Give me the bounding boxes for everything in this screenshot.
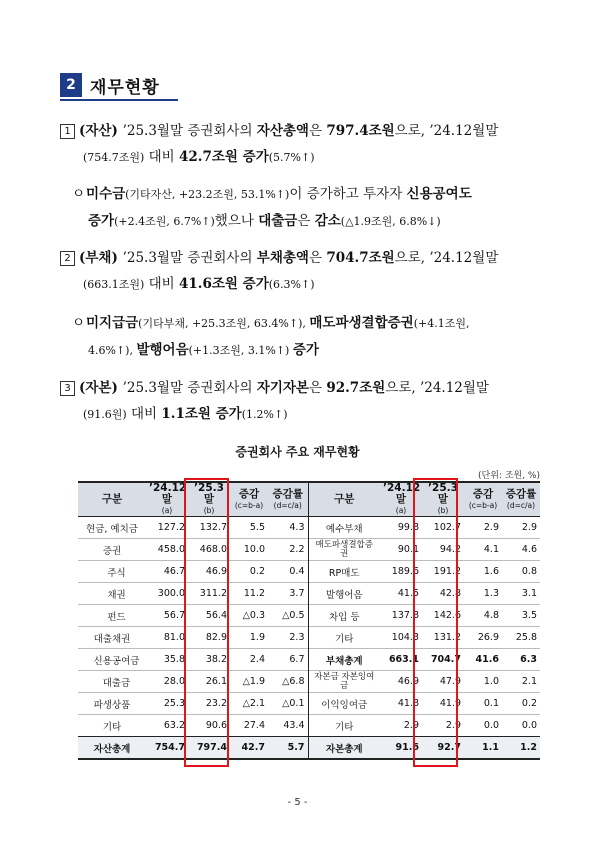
page-number: - 5 - (287, 797, 308, 808)
liab-curr: 94.2 (422, 539, 464, 561)
para-text: ’25.3월말 증권회사의 (122, 250, 257, 266)
total-asset-prev: 754.7 (146, 737, 188, 760)
para-prev-value: (754.7조원) (83, 151, 145, 164)
section-title: 재무현황 (90, 77, 160, 98)
asset-change: 10.0 (230, 539, 268, 561)
asset-prev: 56.7 (146, 605, 188, 627)
asset-curr: 56.4 (188, 605, 230, 627)
bullet-detail: (기타부채, +25.3조원, 63.4%↑), (138, 317, 310, 330)
para-label: (자산) (79, 123, 123, 139)
para-rate: (1.2%↑) (241, 408, 288, 421)
liab-prev: 2.9 (380, 715, 422, 737)
asset-item: 채권 (78, 583, 146, 605)
asset-prev: 127.2 (146, 517, 188, 539)
asset-rate: 0.4 (268, 561, 308, 583)
liab-prev: 99.8 (380, 517, 422, 539)
total-liab-prev: 91.6 (380, 737, 422, 760)
liab-rate: 3.5 (502, 605, 540, 627)
liab-prev: 137.8 (380, 605, 422, 627)
bullet-keyword: 증가 (88, 213, 115, 229)
total-asset-item: 자산총계 (78, 737, 146, 760)
table-title: 증권회사 주요 재무현황 (235, 445, 360, 459)
asset-item: 증권 (78, 539, 146, 561)
asset-curr: 38.2 (188, 649, 230, 671)
asset-rate: △0.5 (268, 605, 308, 627)
header-change (230, 482, 268, 517)
header-label: ’25.3말 (428, 482, 458, 505)
header-label: ’24.12말 (149, 482, 187, 505)
bullet-keyword: 미수금 (86, 186, 126, 202)
liab-rate: 2.9 (502, 517, 540, 539)
bullet-text: 했으나 (214, 213, 259, 229)
header-change (464, 482, 502, 517)
liab-rate: 3.1 (502, 583, 540, 605)
para-text: ’25.3월말 증권회사의 (122, 380, 257, 396)
liab-curr: 102.7 (422, 517, 464, 539)
para-change: 41.6조원 증가 (179, 276, 269, 292)
liab-change: 26.9 (464, 627, 502, 649)
para-text: 은 (308, 250, 327, 266)
bullet-detail: (기타자산, +23.2조원, 53.1%↑) (125, 188, 290, 201)
liab-change: 1.0 (464, 671, 502, 693)
asset-prev: 25.3 (146, 693, 188, 715)
header-label: 증감률 (272, 487, 303, 500)
para-text: 으로, ’24.12월말 (394, 250, 499, 266)
para-text: ’25.3월말 증권회사의 (122, 123, 257, 139)
item-marker: 1 (60, 124, 75, 139)
bullet-detail: (+1.3조원, 3.1%↑) (188, 344, 293, 357)
table-row (78, 671, 540, 693)
para-keyword: 자기자본 (256, 380, 309, 396)
bullet-detail: (+2.4조원, 6.7%↑) (114, 215, 215, 228)
para-text: 으로, ’24.12월말 (385, 380, 489, 396)
header-sub: (c=b-a) (468, 500, 498, 510)
liab-rate: 25.8 (502, 627, 540, 649)
bullet-marker: ㅇ (72, 186, 86, 202)
asset-item: 펀드 (78, 605, 146, 627)
liab-rate: 6.3 (502, 649, 540, 671)
header-sub: (a) (395, 506, 407, 515)
header-category: 구분 (78, 482, 146, 517)
asset-rate: 2.3 (268, 627, 308, 649)
asset-curr: 90.6 (188, 715, 230, 737)
asset-curr: 82.9 (188, 627, 230, 649)
asset-item: 파생상품 (78, 693, 146, 715)
liab-curr: 41.9 (422, 693, 464, 715)
paragraph-assets (60, 118, 550, 171)
bullet-keyword: 대출금 (258, 213, 298, 229)
header-label: ’25.3말 (194, 482, 224, 505)
asset-curr: 46.9 (188, 561, 230, 583)
asset-rate: △0.1 (268, 693, 308, 715)
para-prev-value: (91.6원) (83, 408, 127, 421)
liab-change: 41.6 (464, 649, 502, 671)
total-asset-change: 42.7 (230, 737, 268, 760)
bullet-keyword: 증가 (292, 342, 319, 358)
asset-prev: 63.2 (146, 715, 188, 737)
para-keyword: 부채총액 (256, 250, 309, 266)
asset-item: 신용공여금 (78, 649, 146, 671)
asset-item: 대출금 (78, 671, 146, 693)
liab-change: 4.8 (464, 605, 502, 627)
liab-change: 4.1 (464, 539, 502, 561)
asset-prev: 28.0 (146, 671, 188, 693)
asset-rate: 43.4 (268, 715, 308, 737)
liab-rate: 4.6 (502, 539, 540, 561)
para-text: 으로, ’24.12월말 (394, 123, 499, 139)
table-row (78, 561, 540, 583)
liab-item: RP매도 (308, 561, 380, 583)
asset-curr: 23.2 (188, 693, 230, 715)
liab-curr: 191.2 (422, 561, 464, 583)
para-text: 대비 (144, 276, 179, 292)
asset-item: 대출채권 (78, 627, 146, 649)
liab-item: 매도파생결합증권 (308, 539, 380, 561)
para-label: (자본) (79, 380, 123, 396)
asset-item: 기타 (78, 715, 146, 737)
header-label: 증감 (238, 487, 260, 500)
section-underline (60, 99, 178, 101)
bullet-keyword: 감소 (314, 213, 341, 229)
financial-table (78, 481, 540, 760)
total-liab-change: 1.1 (464, 737, 502, 760)
liab-item: 부채총계 (308, 649, 380, 671)
table-body (78, 517, 540, 760)
liab-change: 0.0 (464, 715, 502, 737)
table-row (78, 605, 540, 627)
liab-item: 기타 (308, 715, 380, 737)
bullet-keyword: 매도파생결합증권 (309, 315, 414, 331)
liab-prev: 104.3 (380, 627, 422, 649)
bullet-keyword: 발행어음 (136, 342, 189, 358)
liab-prev: 41.8 (380, 693, 422, 715)
para-text: 은 (308, 123, 327, 139)
asset-prev: 35.8 (146, 649, 188, 671)
header-sub: (b) (203, 506, 215, 515)
liab-prev: 41.5 (380, 583, 422, 605)
asset-rate: 4.3 (268, 517, 308, 539)
table-total-row (78, 737, 540, 760)
asset-change: 0.2 (230, 561, 268, 583)
para-keyword: 자산총액 (256, 123, 309, 139)
bullet-detail: (△1.9조원, 6.8%↓) (340, 215, 441, 228)
liab-rate: 0.0 (502, 715, 540, 737)
para-change: 42.7조원 증가 (179, 149, 269, 165)
bullet-assets-detail (72, 181, 550, 235)
header-rate (502, 482, 540, 517)
para-value: 92.7조원 (326, 380, 386, 396)
asset-prev: 81.0 (146, 627, 188, 649)
header-label: ’24.12말 (383, 482, 421, 505)
asset-rate: 2.2 (268, 539, 308, 561)
asset-change: △2.1 (230, 693, 268, 715)
paragraph-liabilities (60, 245, 550, 298)
highlight-box-liabilities-current (413, 478, 458, 767)
total-liab-curr: 92.7 (422, 737, 464, 760)
liab-item: 발행어음 (308, 583, 380, 605)
total-liab-item: 자본총계 (308, 737, 380, 760)
para-rate: (5.7%↑) (268, 151, 315, 164)
bullet-text: 이 증가하고 투자자 (289, 186, 407, 202)
section-header (60, 70, 160, 100)
table-header-row (78, 482, 540, 517)
total-asset-curr: 797.4 (188, 737, 230, 760)
liab-prev: 189.6 (380, 561, 422, 583)
liab-change: 1.6 (464, 561, 502, 583)
section-number: 2 (60, 73, 82, 97)
table-row (78, 627, 540, 649)
header-sub: (a) (161, 506, 173, 515)
table-row (78, 715, 540, 737)
liab-item: 기타 (308, 627, 380, 649)
bullet-detail: (+4.1조원, (413, 317, 470, 330)
liab-curr: 42.8 (422, 583, 464, 605)
header-sub: (d=c/a) (506, 500, 536, 510)
liab-change: 0.1 (464, 693, 502, 715)
liab-curr: 2.9 (422, 715, 464, 737)
para-change: 1.1조원 증가 (161, 406, 242, 422)
liab-item: 자본금 자본잉여금 (308, 671, 380, 693)
para-label: (부채) (79, 250, 123, 266)
asset-change: 5.5 (230, 517, 268, 539)
header-label: 증감률 (505, 487, 537, 500)
para-text: 대비 (126, 406, 162, 422)
asset-prev: 46.7 (146, 561, 188, 583)
para-text: 은 (308, 380, 327, 396)
asset-rate: 3.7 (268, 583, 308, 605)
asset-curr: 26.1 (188, 671, 230, 693)
para-rate: (6.3%↑) (268, 278, 315, 291)
asset-prev: 458.0 (146, 539, 188, 561)
table-row (78, 649, 540, 671)
header-rate (268, 482, 308, 517)
bullet-liabilities-detail (72, 310, 550, 364)
table-row (78, 517, 540, 539)
header-sub: (d=c/a) (273, 500, 302, 510)
liab-curr: 704.7 (422, 649, 464, 671)
asset-item: 주식 (78, 561, 146, 583)
item-marker: 2 (60, 251, 75, 266)
liab-item: 예수부채 (308, 517, 380, 539)
total-asset-rate: 5.7 (268, 737, 308, 760)
liab-rate: 0.2 (502, 693, 540, 715)
table-row (78, 539, 540, 561)
header-sub: (b) (437, 506, 449, 515)
asset-rate: 6.7 (268, 649, 308, 671)
bullet-keyword: 미지급금 (86, 315, 139, 331)
asset-curr: 311.2 (188, 583, 230, 605)
highlight-box-assets-current (184, 478, 229, 767)
liab-curr: 131.2 (422, 627, 464, 649)
total-liab-rate: 1.2 (502, 737, 540, 760)
asset-rate: △6.8 (268, 671, 308, 693)
para-text: 대비 (144, 149, 179, 165)
bullet-marker: ㅇ (72, 315, 86, 331)
liab-prev: 46.9 (380, 671, 422, 693)
header-prev (146, 482, 188, 517)
liab-change: 1.3 (464, 583, 502, 605)
liab-rate: 2.1 (502, 671, 540, 693)
header-category: 구분 (308, 482, 380, 517)
asset-change: 27.4 (230, 715, 268, 737)
bullet-keyword: 신용공여도 (406, 186, 472, 202)
header-sub: (c=b-a) (234, 500, 264, 510)
para-prev-value: (663.1조원) (83, 278, 145, 291)
liab-prev: 90.1 (380, 539, 422, 561)
asset-curr: 468.0 (188, 539, 230, 561)
liab-curr: 142.6 (422, 605, 464, 627)
asset-change: △0.3 (230, 605, 268, 627)
header-label: 증감 (472, 487, 494, 500)
item-marker: 3 (60, 381, 75, 396)
table-row (78, 583, 540, 605)
para-value: 704.7조원 (326, 250, 395, 266)
para-value: 797.4조원 (326, 123, 395, 139)
asset-prev: 300.0 (146, 583, 188, 605)
asset-curr: 132.7 (188, 517, 230, 539)
liab-change: 2.9 (464, 517, 502, 539)
table-row (78, 693, 540, 715)
asset-change: 11.2 (230, 583, 268, 605)
asset-change: △1.9 (230, 671, 268, 693)
table-unit: (단위: 조원, %) (478, 471, 540, 481)
asset-item: 현금, 예치금 (78, 517, 146, 539)
bullet-detail: 4.6%↑), (88, 344, 137, 357)
liab-item: 이익잉여금 (308, 693, 380, 715)
liab-curr: 47.9 (422, 671, 464, 693)
liab-prev: 663.1 (380, 649, 422, 671)
asset-change: 2.4 (230, 649, 268, 671)
asset-change: 1.9 (230, 627, 268, 649)
paragraph-equity (60, 375, 550, 428)
liab-item: 차입 등 (308, 605, 380, 627)
liab-rate: 0.8 (502, 561, 540, 583)
bullet-text: 은 (297, 213, 315, 229)
